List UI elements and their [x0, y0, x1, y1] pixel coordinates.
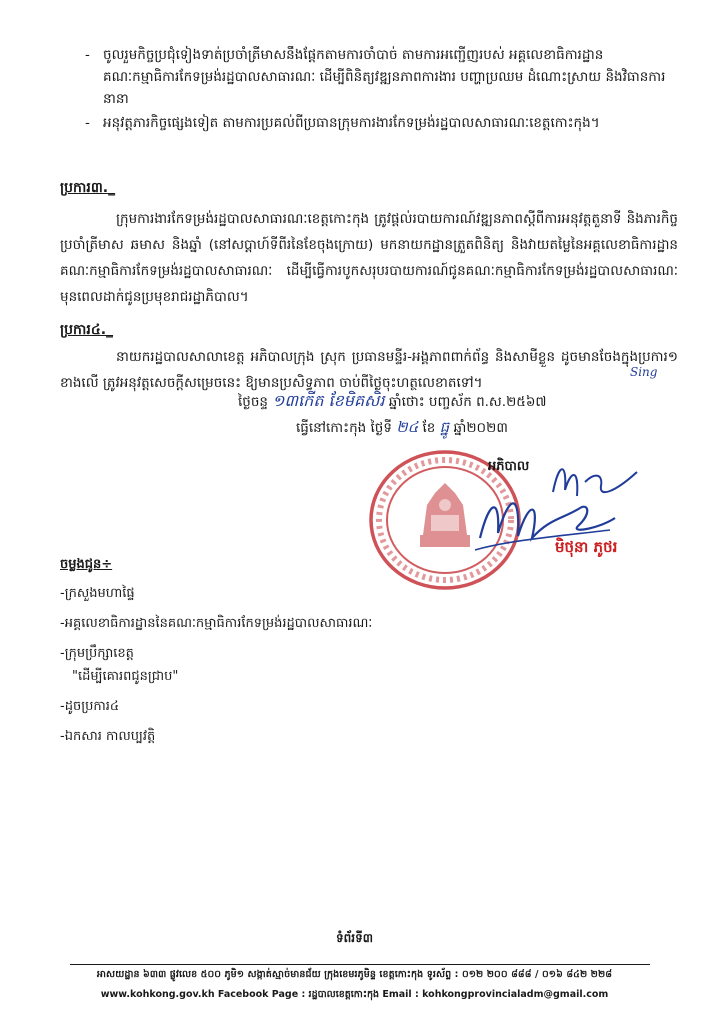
- copy-to-item: -ក្រសួងមហាផ្ទៃ: [60, 586, 135, 601]
- bullet-text: អនុវត្តភារកិច្ចផ្សេងទៀត តាមការប្រគល់ពីប្រធានក្រុមការងារកែទម្រង់រដ្ឋបាលសាធារណៈខេត្តកោះកុង។: [103, 115, 600, 131]
- place-date-line: [296, 415, 688, 440]
- duty-bullet-list: [85, 44, 675, 136]
- footer-divider: [70, 964, 650, 965]
- article-4-text: នាយករដ្ឋបាលសាលាខេត្ត អភិបាលក្រុង ស្រុក ប្រធានមន្ទីរ-អង្គភាពពាក់ព័ន្ធ និងសាមីខ្លួន ដូចមានចែងក្នុងប្រការ១ ខាងលើ ត្រូវអនុវត្តសេចក្តីសម្រេចនេះ ឱ្យមានប្រសិទ្ធភាព ចាប់ពីថ្ងៃចុះហត្ថលេខាតទៅ។: [60, 349, 678, 391]
- copy-to-note: "ដើម្បីគោរពជូនជ្រាប": [72, 669, 179, 684]
- bullet-text: ចូលរួមកិច្ចប្រជុំទៀងទាត់ប្រចាំត្រីមាសនឹងផ្ដែកតាមការចាំបាច់ តាមការអញ្ជើញរបស់ អគ្គលេខាធិការដ្ឋានគណៈកម្មាធិការកែទម្រង់រដ្ឋបាលសាធារណៈ ដើម្បីពិនិត្យវឌ្ឍនភាពការងារ បញ្ហាប្រឈម ដំណោះស្រាយ និងវិធានការនានា: [103, 47, 666, 107]
- copy-to-item: -ក្រុមប្រឹក្សាខេត្ត: [60, 646, 134, 661]
- article-3-text: ក្រុមការងារកែទម្រង់រដ្ឋបាលសាធារណៈខេត្តកោះកុង ត្រូវផ្តល់របាយការណ៍វឌ្ឍនភាពស្តីពីការអនុវត្តតួនាទី និងភារកិច្ចប្រចាំត្រីមាស ឆមាស និងឆ្នាំ (នៅសប្តាហ៍ទីពីរនៃខែចុងក្រោយ) មកនាយកដ្ឋានត្រួតពិនិត្យ និងវាយតម្លៃនៃអគ្គលេខាធិការដ្ឋានគណៈកម្មាធិការកែទម្រង់រដ្ឋបាលសាធារណៈ ដើម្បីធ្វើការបូកសរុបរបាយការណ៍ជូនគណៈកម្មាធិការកែទម្រង់រដ្ឋបាលសាធារណៈ មុនពេលដាក់ជូនប្រមុខរាជរដ្ឋាភិបាល។: [60, 211, 678, 305]
- place-date-month: ធ្នូ: [439, 418, 450, 436]
- handwritten-initials: Sing: [630, 365, 658, 379]
- lunar-date-prefix: ថ្ងៃចន្ទ: [238, 394, 268, 410]
- place-date-month-label: ខែ: [422, 420, 436, 436]
- place-date-prefix: ធ្វើនៅកោះកុង ថ្ងៃទី: [296, 420, 392, 436]
- bullet-dash: -: [85, 47, 90, 63]
- date-block: [238, 388, 688, 440]
- signer-name: មិថុនា ភូថរ: [555, 538, 618, 556]
- duty-bullet-item: [85, 112, 675, 134]
- lunar-date-line: [238, 388, 688, 415]
- article-4-heading: ប្រការ៤._: [60, 322, 114, 338]
- footer-contact: www.kohkong.gov.kh Facebook Page : រដ្ឋបាលខេត្តកោះកុង Email : kohkongprovincialadm@gmail.com: [100, 989, 609, 1000]
- copy-to-title: ចម្លងជូន÷: [60, 557, 113, 572]
- duty-bullet-item: [85, 44, 675, 110]
- place-date-year: ឆ្នាំ២០២៣: [453, 420, 508, 436]
- place-date-day: ២៤: [396, 418, 419, 436]
- footer-address: អាសយដ្ឋាន ៦៣៣ ផ្លូវលេខ ៥០០ ភូមិ១ សង្កាត់ស្មាច់មានជ័យ ក្រុងខេមរភូមិន្ទ ខេត្តកោះកុង ទូរស័ព្ទ : ០១២ ២០០ ៨៨៨ / ០១៦ ៨៤២ ២២៨: [96, 969, 613, 980]
- copy-to-item: -ឯកសារ កាលប្បវត្តិ: [60, 729, 156, 744]
- page-number: ទំព័រទី៣: [336, 931, 373, 945]
- article-3-heading: ប្រការ៣._: [60, 180, 116, 196]
- copy-to-list: [60, 556, 372, 758]
- second-signature-icon: [545, 452, 645, 512]
- copy-to-item: -អគ្គលេខាធិការដ្ឋាននៃគណៈកម្មាធិការកែទម្រង់រដ្ឋបាលសាធារណៈ: [60, 616, 373, 631]
- bullet-dash: -: [85, 115, 90, 131]
- signer-role: អភិបាល: [488, 459, 530, 474]
- lunar-date-handwritten: ១៣កើត ខែមិគសិរ: [272, 391, 385, 410]
- lunar-date-suffix: ឆ្នាំថោះ បញ្ចស័ក ព.ស.២៥៦៧: [388, 394, 547, 410]
- copy-to-item: -ដូចប្រការ៤: [60, 699, 120, 714]
